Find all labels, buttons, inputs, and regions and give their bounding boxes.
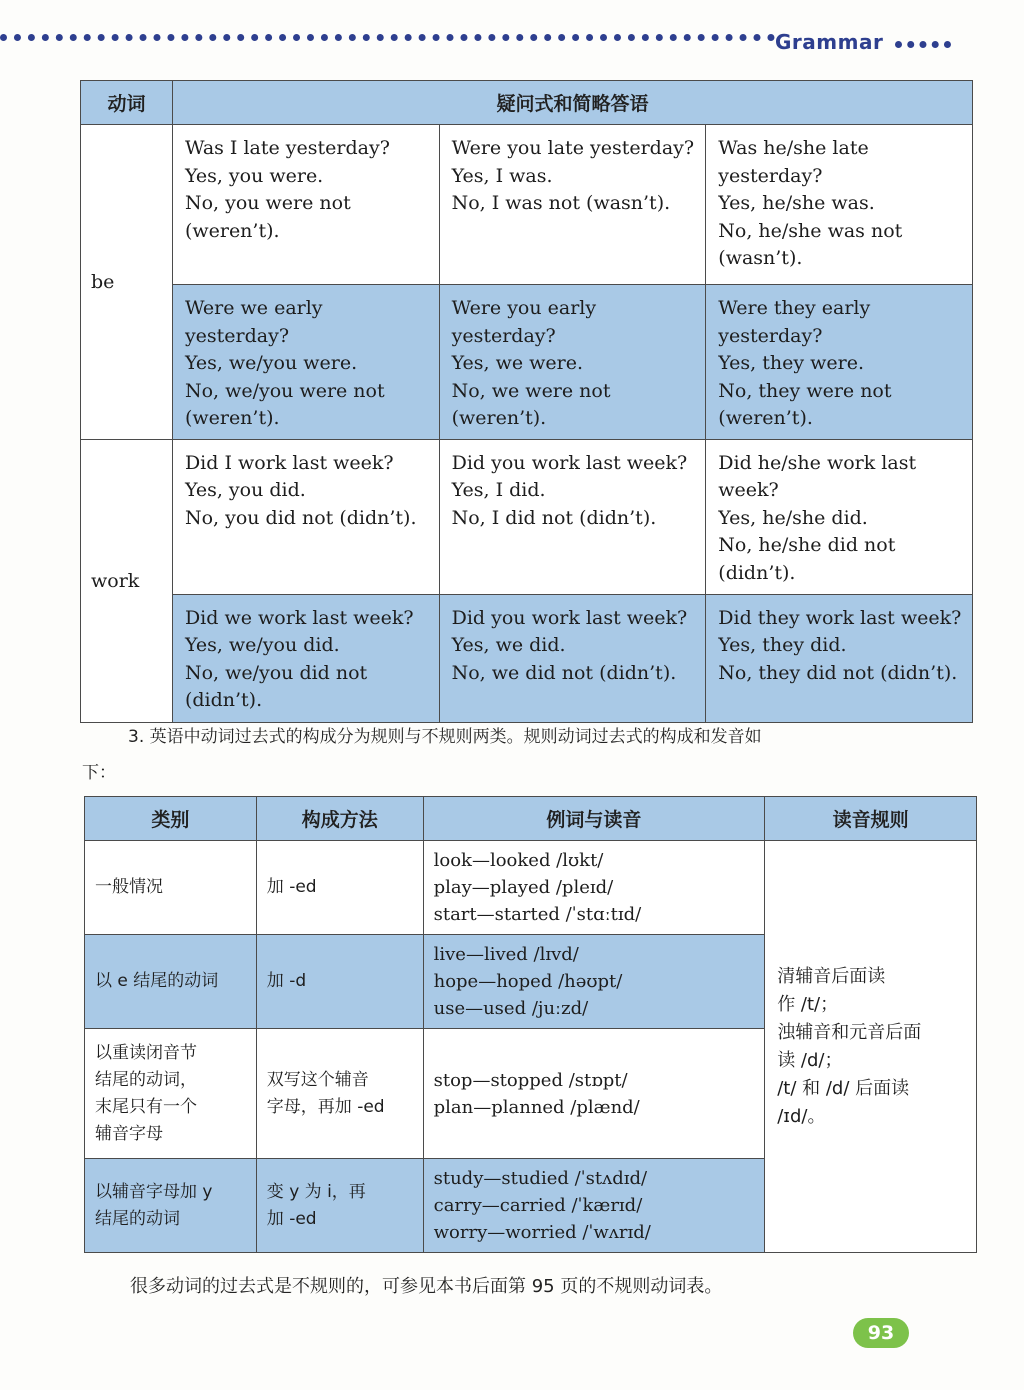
table-cell: Were we early yesterday? Yes, we/you were. No, we/you were not (weren’t).: [172, 285, 439, 440]
table-cell: Were you late yesterday? Yes, I was. No, I was not (wasn’t).: [439, 125, 706, 285]
examples-cell: study—studied /ˈstʌdɪd/ carry—carried /ˈkærɪd/ worry—worried /ˈwʌrɪd/: [423, 1159, 765, 1253]
examples-cell: look—looked /lʊkt/ play—played /pleɪd/ start—started /ˈstɑːtɪd/: [423, 841, 765, 935]
category-cell: 以辅音字母加 y 结尾的动词: [85, 1159, 257, 1253]
past-tense-rules-table: [84, 796, 977, 1253]
category-cell: 以 e 结尾的动词: [85, 935, 257, 1029]
table2-header-examples: 例词与读音: [423, 797, 765, 841]
table-cell: Were you early yesterday? Yes, we were. No, we were not (weren’t).: [439, 285, 706, 440]
category-cell: 以重读闭音节 结尾的动词， 末尾只有一个 辅音字母: [85, 1029, 257, 1159]
table1-header-forms: 疑问式和简略答语: [172, 81, 972, 125]
section-label: Grammar: [775, 30, 884, 54]
table1-header-verb: 动词: [81, 81, 173, 125]
category-cell: 一般情况: [85, 841, 257, 935]
table-cell: Did you work last week? Yes, I did. No, I did not (didn’t).: [439, 439, 706, 594]
table-cell: Did he/she work last week? Yes, he/she did. No, he/she did not (didn’t).: [706, 439, 973, 594]
table-cell: Did they work last week? Yes, they did. No, they did not (didn’t).: [706, 594, 973, 722]
pronunciation-rule-cell: 清辅音后面读 作 /t/； 浊辅音和元音后面 读 /d/； /t/ 和 /d/ 后面读 /ɪd/。: [765, 841, 977, 1253]
method-cell: 加 -ed: [256, 841, 423, 935]
table2-header-rule: 读音规则: [765, 797, 977, 841]
question-forms-table: [80, 80, 973, 723]
paragraph-3-line2: 下：: [82, 763, 116, 783]
footnote: 很多动词的过去式是不规则的，可参见本书后面第 95 页的不规则动词表。: [130, 1276, 723, 1297]
method-cell: 双写这个辅音 字母，再加 -ed: [256, 1029, 423, 1159]
table-cell: Was he/she late yesterday? Yes, he/she was. No, he/she was not (wasn’t).: [706, 125, 973, 285]
table-cell: Was I late yesterday? Yes, you were. No, you were not (weren’t).: [172, 125, 439, 285]
table-cell: Did I work last week? Yes, you did. No, you did not (didn’t).: [172, 439, 439, 594]
table2-header-category: 类别: [85, 797, 257, 841]
examples-cell: stop—stopped /stɒpt/ plan—planned /plænd/: [423, 1029, 765, 1159]
page-number: 93: [853, 1318, 909, 1348]
method-cell: 加 -d: [256, 935, 423, 1029]
examples-cell: live—lived /lɪvd/ hope—hoped /həʊpt/ use—used /juːzd/: [423, 935, 765, 1029]
table2-header-method: 构成方法: [256, 797, 423, 841]
table-cell: Were they early yesterday? Yes, they were. No, they were not (weren’t).: [706, 285, 973, 440]
method-cell: 变 y 为 i，再 加 -ed: [256, 1159, 423, 1253]
table-cell: Did we work last week? Yes, we/you did. No, we/you did not (didn’t).: [172, 594, 439, 722]
verb-be: be: [81, 125, 173, 440]
header-dotted-rule: [0, 34, 775, 46]
table-cell: Did you work last week? Yes, we did. No, we did not (didn’t).: [439, 594, 706, 722]
paragraph-3-line1: 3. 英语中动词过去式的构成分为规则与不规则两类。规则动词过去式的构成和发音如: [128, 727, 762, 747]
verb-work: work: [81, 439, 173, 722]
header-dotted-rule-right: [895, 41, 951, 48]
